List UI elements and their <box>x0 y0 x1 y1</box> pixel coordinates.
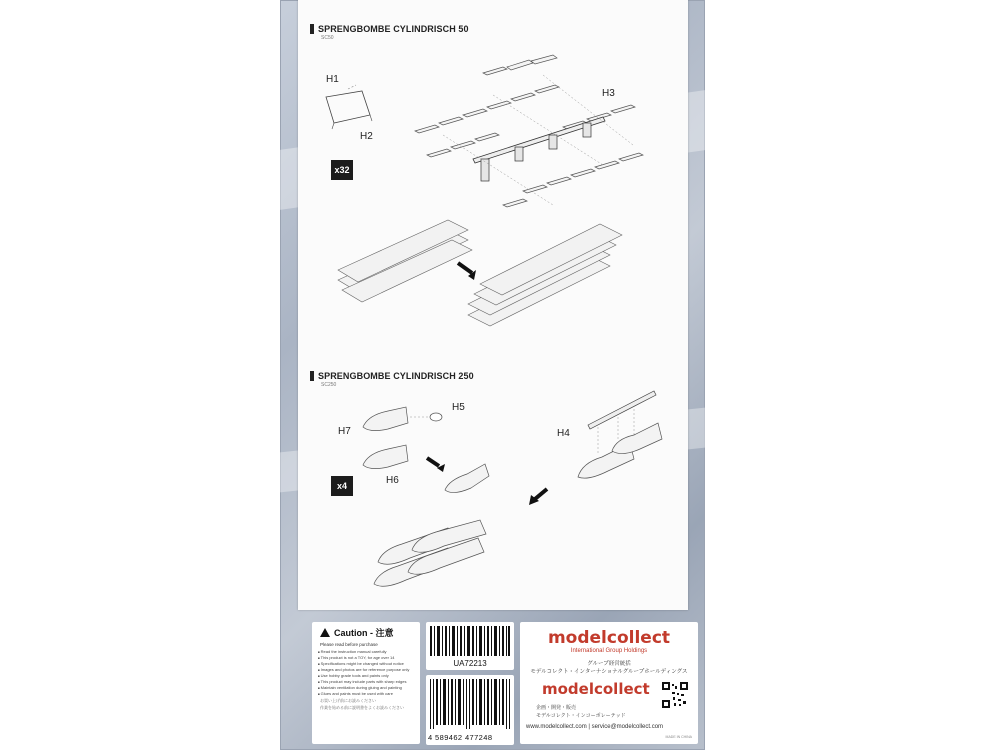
section-code-sc50: SC50 <box>321 35 334 41</box>
part-label-h5: H5 <box>452 402 465 413</box>
caution-panel <box>312 622 420 744</box>
brand-jp-line: モデルコレクト・インターナショナルグループホールディングス <box>530 669 688 675</box>
qr-code-icon <box>662 682 688 708</box>
sc250-single-bomb-drawing <box>423 450 503 500</box>
part-label-h7: H7 <box>338 426 351 437</box>
caution-item: ■ This product is not a TOY, for age over 14 <box>318 655 420 661</box>
part-label-h6: H6 <box>386 475 399 486</box>
h4-rack-assembly-drawing <box>568 385 668 485</box>
ean-number: 4 589462 477248 <box>428 733 493 742</box>
caution-list <box>318 649 420 697</box>
sc250-assembled-drawing <box>368 520 498 600</box>
instruction-sheet <box>298 0 688 610</box>
caution-item: ■ Glues and paints must be used with care <box>318 691 420 697</box>
section-title-sc250: SPRENGBOMBE CYLINDRISCH 250 <box>310 371 474 381</box>
quantity-badge-sc250: x4 <box>331 476 353 496</box>
part-label-h3: H3 <box>602 88 615 99</box>
caution-item: ■ Maintain ventilation during gluing and painting <box>318 685 420 691</box>
part-label-h1: H1 <box>326 74 339 85</box>
ean-barcode-graphic <box>430 679 510 729</box>
section-title-sc50: SPRENGBOMBE CYLINDRISCH 50 <box>310 24 469 34</box>
caution-jp-line: 作業を始める前に説明書をよくお読みください <box>320 705 404 710</box>
caution-item: ■ Images and photos are for reference purpose only <box>318 667 420 673</box>
part-h1-h2-drawing <box>318 85 378 135</box>
brand-contact: www.modelcollect.com | service@modelcollect.com <box>526 724 664 730</box>
product-code-panel <box>426 622 514 670</box>
part-label-h4: H4 <box>557 428 570 439</box>
brand-jp-line: 企画・開発・販売 <box>536 705 577 711</box>
caution-item: ■ Use hobby grade tools and paints only <box>318 673 420 679</box>
caution-title: Caution - 注意 <box>334 628 394 638</box>
caution-item: ■ This product may include parts with sharp edges <box>318 679 420 685</box>
section-code-sc250: SC250 <box>321 382 337 388</box>
brand-panel <box>520 622 698 744</box>
part-label-h2: H2 <box>360 131 373 142</box>
made-in-label: MADE IN CHINA <box>665 735 692 739</box>
brand-logo: modelcollect <box>547 628 671 648</box>
ean-barcode-panel <box>426 675 514 745</box>
barcode-graphic <box>430 626 510 656</box>
product-code: UA72213 <box>453 659 487 668</box>
caution-subtitle: Please read before purchase <box>320 642 378 647</box>
quantity-badge-sc50: x32 <box>331 160 353 180</box>
caution-jp-line: お買い上げ前にお読みください <box>320 698 376 703</box>
arrow-icon <box>523 485 553 510</box>
brand-subtitle: International Group Holdings <box>570 648 648 654</box>
sc50-exploded-assembly-drawing <box>403 55 653 220</box>
warning-icon <box>320 628 330 637</box>
caution-item: ■ Specifications might be changed without notice <box>318 661 420 667</box>
brand-logo-secondary: modelcollect <box>542 680 650 698</box>
brand-jp-line: グループ経営統括 <box>587 661 631 667</box>
brand-jp-line: モデルコレクト・インコーポレーテッド <box>536 713 626 719</box>
sc50-assembled-drawing <box>328 200 668 330</box>
caution-item: ■ Read the instruction manual carefully <box>318 649 420 655</box>
